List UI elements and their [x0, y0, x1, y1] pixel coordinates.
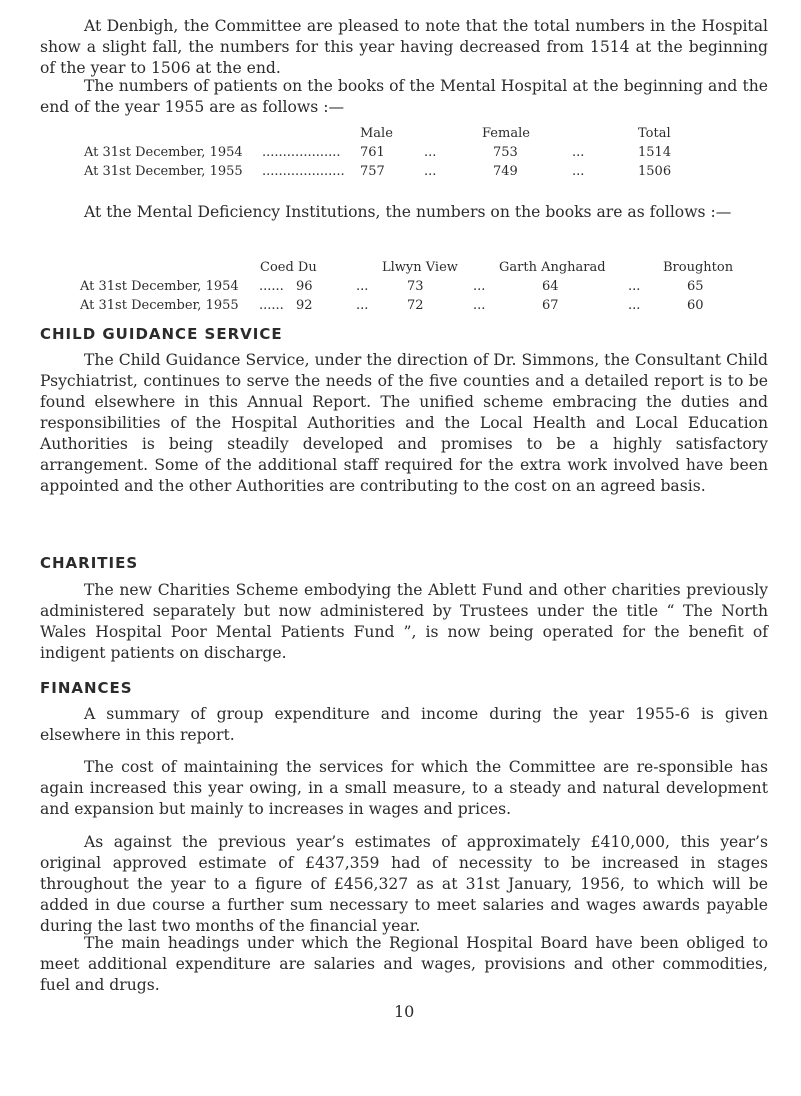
header-garth-angharad: Garth Angharad: [499, 260, 606, 275]
heading-finances: FINANCES: [40, 679, 133, 697]
header-broughton: Broughton: [663, 260, 734, 275]
leader-dots: ...: [473, 279, 486, 294]
row-label: At 31st December, 1954: [84, 145, 243, 160]
paragraph-mental-hospital-intro: The numbers of patients on the books of the Mental Hospital at the beginning and the end of the year 1955 are as follows :—: [40, 77, 768, 116]
total-value: 1506: [638, 164, 672, 179]
broughton-value: 60: [687, 298, 704, 313]
coed-du-value: 92: [296, 298, 313, 313]
leader-dots: ...................: [262, 145, 341, 160]
female-value: 749: [493, 164, 518, 179]
paragraph-finances-summary: A summary of group expenditure and income during the year 1955-6 is given elsewhere in this report.: [40, 705, 768, 744]
paragraph-denbigh: At Denbigh, the Committee are pleased to note that the total numbers in the Hospital show a slight fall, the numbers for this year having decreased from 1514 at the beginning of the year to 1506 at the end.: [40, 17, 768, 77]
leader-dots: ...: [424, 145, 437, 160]
total-value: 1514: [638, 145, 672, 160]
llwyn-view-value: 72: [407, 298, 424, 313]
leader-dots: ......: [259, 279, 284, 294]
leader-dots: ...: [356, 298, 369, 313]
garth-angharad-value: 64: [542, 279, 559, 294]
garth-angharad-value: 67: [542, 298, 559, 313]
paragraph-finances-estimates: As against the previous year’s estimates of approximately £410,000, this year’s original approved estimate of £437,359 had of necessity to be increased in stages throughout the year to a figure of £456,327 as at 31st January, 1956, to which will be added in due course a further sum necessary to meet salaries and wages awards payable during the last two months of the financial year.: [40, 833, 768, 935]
page-number: 10: [394, 1002, 415, 1021]
row-label: At 31st December, 1955: [84, 164, 243, 179]
mental-hospital-table: [84, 124, 724, 184]
header-total: Total: [638, 126, 671, 141]
row-label: At 31st December, 1954: [80, 279, 239, 294]
heading-charities: CHARITIES: [40, 554, 139, 572]
broughton-value: 65: [687, 279, 704, 294]
female-value: 753: [493, 145, 518, 160]
leader-dots: ...: [356, 279, 369, 294]
header-male: Male: [360, 126, 393, 141]
paragraph-finances-cost: The cost of maintaining the services for which the Committee are re-sponsible has again increased this year owing, in a small measure, to a steady and natural development and expansion but mainly to increases in wages and prices.: [40, 758, 768, 818]
leader-dots: ...: [473, 298, 486, 313]
heading-child-guidance: CHILD GUIDANCE SERVICE: [40, 325, 283, 343]
header-coed-du: Coed Du: [260, 260, 317, 275]
header-llwyn-view: Llwyn View: [382, 260, 458, 275]
paragraph-deficiency-intro: At the Mental Deficiency Institutions, the numbers on the books are as follows :—: [84, 203, 732, 221]
row-label: At 31st December, 1955: [80, 298, 239, 313]
deficiency-table: [80, 258, 770, 318]
llwyn-view-value: 73: [407, 279, 424, 294]
leader-dots: ...: [424, 164, 437, 179]
leader-dots: ...: [572, 145, 585, 160]
header-female: Female: [482, 126, 530, 141]
leader-dots: ...: [628, 298, 641, 313]
leader-dots: ...: [628, 279, 641, 294]
male-value: 757: [360, 164, 385, 179]
leader-dots: ......: [259, 298, 284, 313]
paragraph-finances-headings: The main headings under which the Regional Hospital Board have been obliged to meet additional expenditure are salaries and wages, provisions and other commodities, fuel and drugs.: [40, 934, 768, 994]
paragraph-charities: The new Charities Scheme embodying the Ablett Fund and other charities previously administered separately but now administered by Trustees under the title “ The North Wales Hospital Poor Mental Patients Fund ”, is now being operated for the benefit of indigent patients on discharge.: [40, 581, 768, 662]
coed-du-value: 96: [296, 279, 313, 294]
leader-dots: ....................: [262, 164, 345, 179]
paragraph-child-guidance: The Child Guidance Service, under the direction of Dr. Simmons, the Consultant Child Psychiatrist, continues to serve the needs of the five counties and a detailed report is to be found elsewhere in this Annual Report. The unified scheme embracing the duties and responsibilities of the Hospital Authorities and the Local Health and Local Education Authorities is being steadily developed and promises to be a highly satisfactory arrangement. Some of the additional staff required for the extra work involved have been appointed and the other Authorities are contributing to the cost on an agreed basis.: [40, 351, 768, 495]
leader-dots: ...: [572, 164, 585, 179]
male-value: 761: [360, 145, 385, 160]
